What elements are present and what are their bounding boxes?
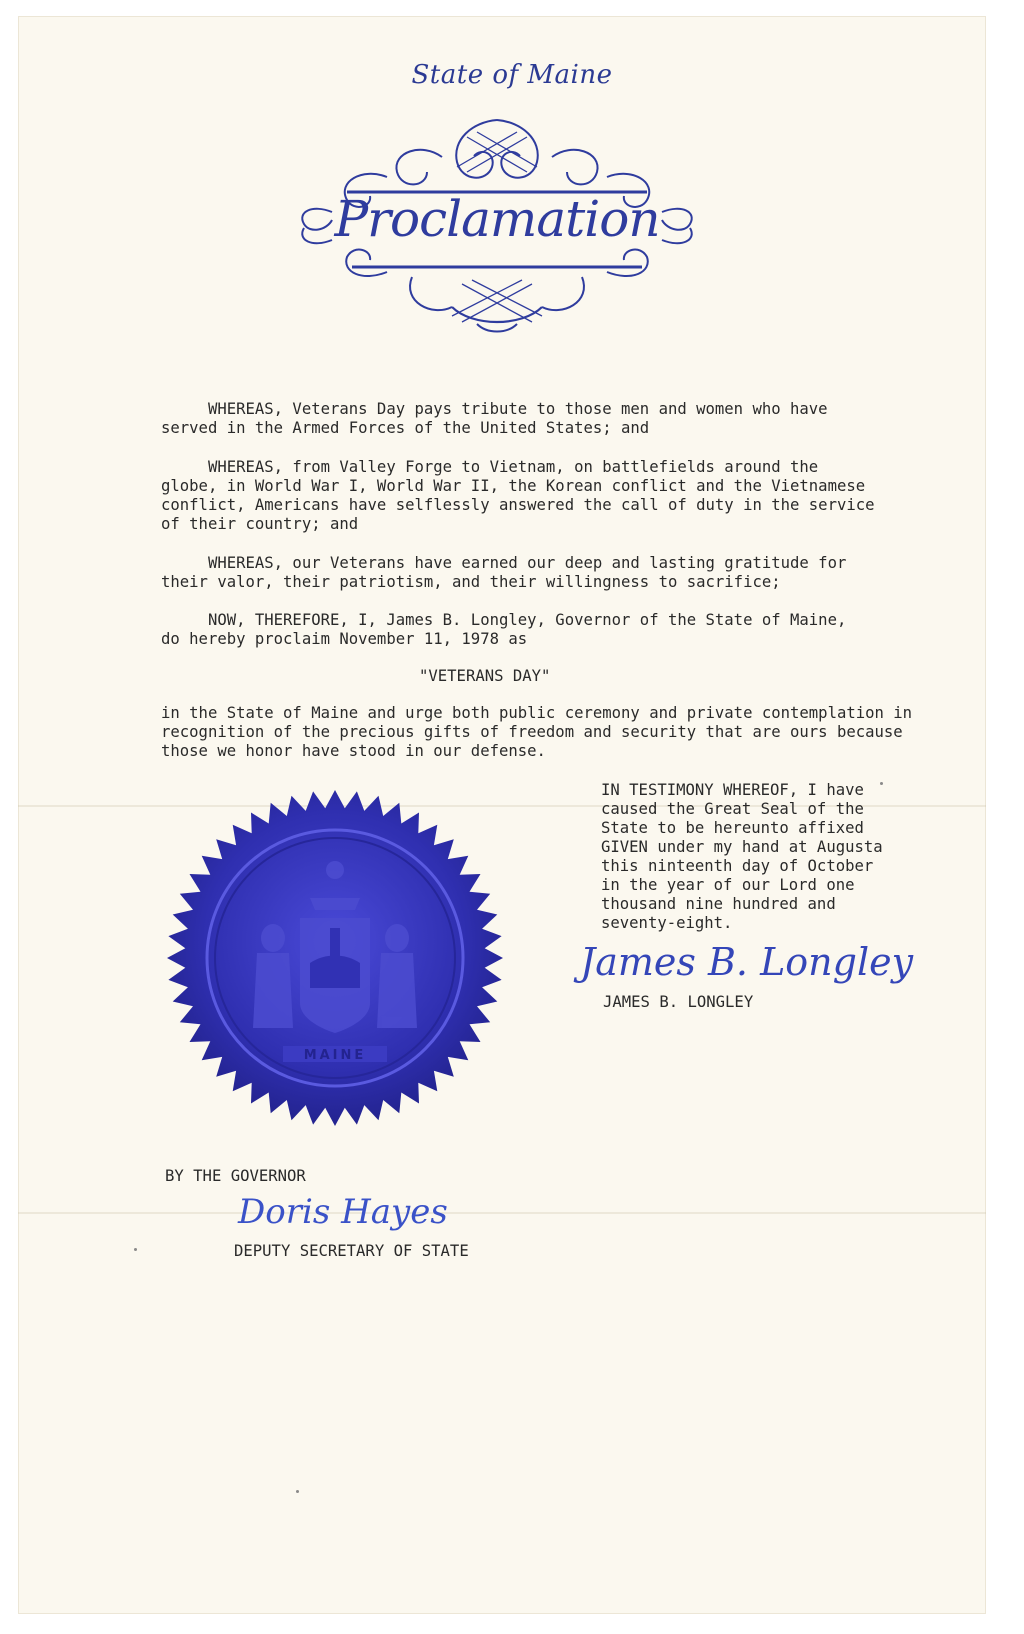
closing-paragraph: in the State of Maine and urge both public ceremony and private contemplation in recognition of the precious gifts of freedom and security that are ours because those we honor have stood in our defense. <box>161 704 913 760</box>
now-therefore-paragraph: NOW, THEREFORE, I, James B. Longley, Governor of the State of Maine, do hereby proclaim November 11, 1978 as <box>161 611 847 648</box>
testimony-block: IN TESTIMONY WHEREOF, I have caused the Great Seal of the State to be hereunto affixed GIVEN under my hand at Augusta this ninteenth day of October in the year of our Lord one thousand nine hundred and seventy-eight. <box>601 781 883 932</box>
great-seal-of-maine <box>165 788 505 1128</box>
governor-name: JAMES B. LONGLEY <box>603 993 754 1011</box>
paper-speck <box>134 1248 137 1251</box>
state-of-maine-heading: State of Maine <box>411 60 613 90</box>
proclamation-banner: Proclamation <box>334 190 660 248</box>
seal-legend: MAINE <box>303 1048 367 1063</box>
paper-speck <box>296 1490 299 1493</box>
governor-signature: James B. Longley <box>580 940 914 984</box>
deputy-secretary-title: DEPUTY SECRETARY OF STATE <box>234 1242 469 1260</box>
paper-speck <box>880 782 883 785</box>
whereas-paragraph: WHEREAS, from Valley Forge to Vietnam, on battlefields around the globe, in World War I, World War II, the Korean conflict and the Vietnamese conflict, Americans have selflessly answered the call of duty in the service of their country; and <box>161 458 875 533</box>
fold-line <box>18 1212 986 1214</box>
deputy-secretary-signature: Doris Hayes <box>238 1192 448 1232</box>
whereas-paragraph: WHEREAS, Veterans Day pays tribute to those men and women who have served in the Armed Forces of the United States; and <box>161 400 828 437</box>
whereas-paragraph: WHEREAS, our Veterans have earned our deep and lasting gratitude for their valor, their patriotism, and their willingness to sacrifice; <box>161 554 847 591</box>
by-the-governor: BY THE GOVERNOR <box>165 1167 306 1185</box>
proclaimed-day: "VETERANS DAY" <box>419 667 551 685</box>
